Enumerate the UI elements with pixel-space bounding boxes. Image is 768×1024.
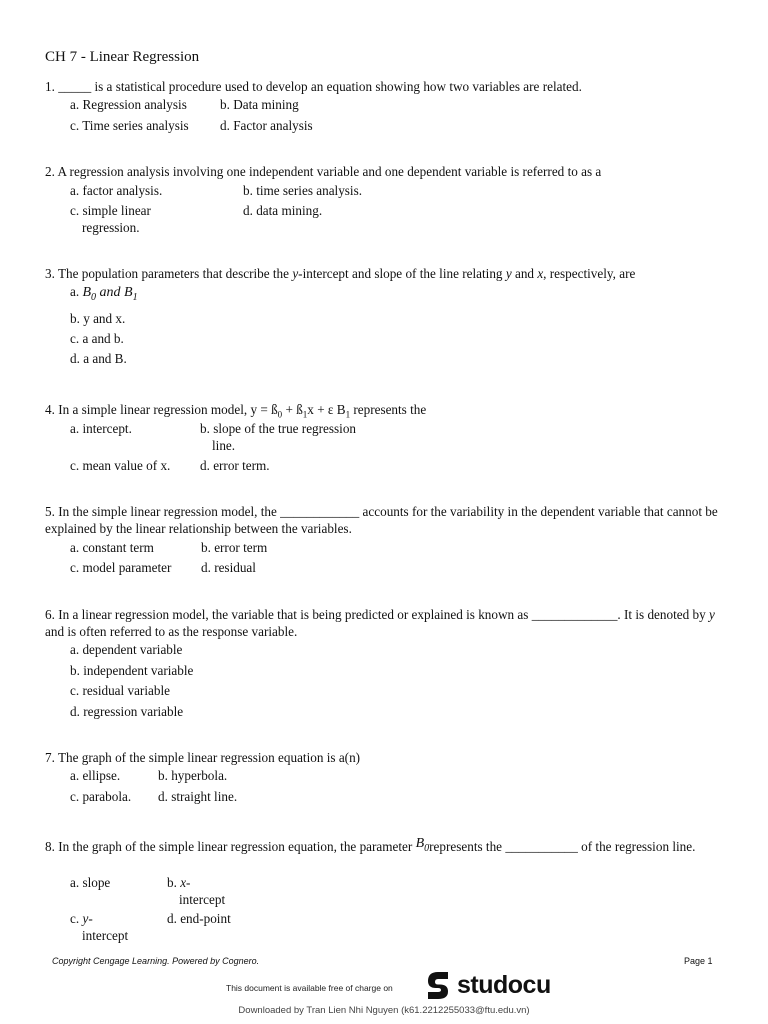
question-6-stem: 6. In a linear regression model, the variable that is being predicted or explained is known as _____________. It is denoted by y and is often referred to as the response variable.	[45, 607, 715, 639]
question-3-option-c: c. a and b.	[70, 331, 124, 346]
question-7-option-b: b. hyperbola.	[158, 768, 228, 783]
question-1-option-d: d. Factor analysis	[220, 118, 313, 133]
question-4-option-c: c. mean value of x.	[70, 458, 171, 473]
studocu-logo-icon	[424, 969, 452, 1001]
question-5-stem: 5. In the simple linear regression model, the ____________ accounts for the variability in the dependent variable that cannot be explained by the linear relationship between the variables.	[45, 504, 718, 536]
question-5-option-d: d. residual	[201, 560, 256, 575]
question-4-option-b	[200, 420, 356, 454]
question-5-option-a: a. constant term	[70, 540, 154, 555]
question-3-option-a: a. $B_0$ and $B_1$	[70, 284, 138, 303]
question-1-stem: 1. _____ is a statistical procedure used to develop an equation showing how two variables are related.	[45, 79, 582, 94]
question-2-option-c	[70, 202, 151, 236]
question-7-stem: 7. The graph of the simple linear regression equation is a(n)	[45, 750, 361, 765]
question-2-option-d: d. data mining.	[243, 203, 323, 218]
question-4-option-b-line1: b. slope of the true regression	[200, 421, 357, 436]
footer-availability: This document is available free of charge on	[226, 983, 393, 993]
question-2-option-c-line2: regression.	[82, 220, 140, 235]
question-4-option-a: a. intercept.	[70, 421, 132, 436]
question-2-option-b: b. time series analysis.	[243, 183, 363, 198]
question-2-option-c-line1: c. simple linear	[70, 203, 151, 218]
question-7-option-c: c. parabola.	[70, 789, 132, 804]
question-2-option-a: a. factor analysis.	[70, 183, 163, 198]
question-6-option-d: d. regression variable	[70, 704, 184, 719]
question-3-option-b: b. y and x.	[70, 311, 126, 326]
question-8-option-b: b. x- intercept	[167, 875, 226, 907]
question-1-option-a: a. Regression analysis	[70, 97, 187, 112]
question-2-stem: 2. A regression analysis involving one independent variable and one dependent variable is referred to as a	[45, 164, 602, 179]
question-1-option-c: c. Time series analysis	[70, 118, 189, 133]
footer-copyright: Copyright Cengage Learning. Powered by Cognero.	[52, 956, 260, 966]
question-3-stem: 3. The population parameters that describe the y-intercept and slope of the line relating y and x, respectively, are	[45, 266, 636, 281]
question-7-option-d: d. straight line.	[158, 789, 238, 804]
studocu-logo[interactable]	[424, 968, 551, 1002]
question-8-stem: 8. In the graph of the simple linear regression equation, the parameter B0represents the ___________ of the regression line.	[45, 836, 696, 854]
question-6-option-b: b. independent variable	[70, 663, 194, 678]
question-1-option-b: b. Data mining	[220, 97, 299, 112]
question-4-stem: 4. In a simple linear regression model, $y = ß_0$ + $ß_1x + \varepsilon$ $B_1$ represents the	[45, 402, 427, 420]
beta-expression: $B_0$ and $B_1$	[82, 285, 138, 303]
question-7-option-a: a. ellipse.	[70, 768, 121, 783]
question-8-option-c: c. y- intercept	[70, 911, 129, 943]
question-8-option-d: d. end-point	[167, 911, 231, 926]
question-3-option-d: d. a and B.	[70, 351, 127, 366]
chapter-title: CH 7 - Linear Regression	[45, 49, 200, 65]
question-5-option-b: b. error term	[201, 540, 268, 555]
footer-downloaded-by: Downloaded by Tran Lien Nhi Nguyen (k61.2212255033@ftu.edu.vn)	[238, 1005, 530, 1016]
question-6-option-c: c. residual variable	[70, 683, 170, 698]
question-6-option-a: a. dependent variable	[70, 642, 183, 657]
studocu-wordmark: studocu	[457, 970, 551, 999]
page-number: Page 1	[684, 956, 713, 966]
question-8-option-a: a. slope	[70, 875, 111, 890]
beta-zero-symbol: B0	[415, 836, 430, 854]
question-5-option-c: c. model parameter	[70, 560, 172, 575]
question-4-option-b-line2: line.	[212, 438, 236, 453]
question-4-option-d: d. error term.	[200, 458, 270, 473]
